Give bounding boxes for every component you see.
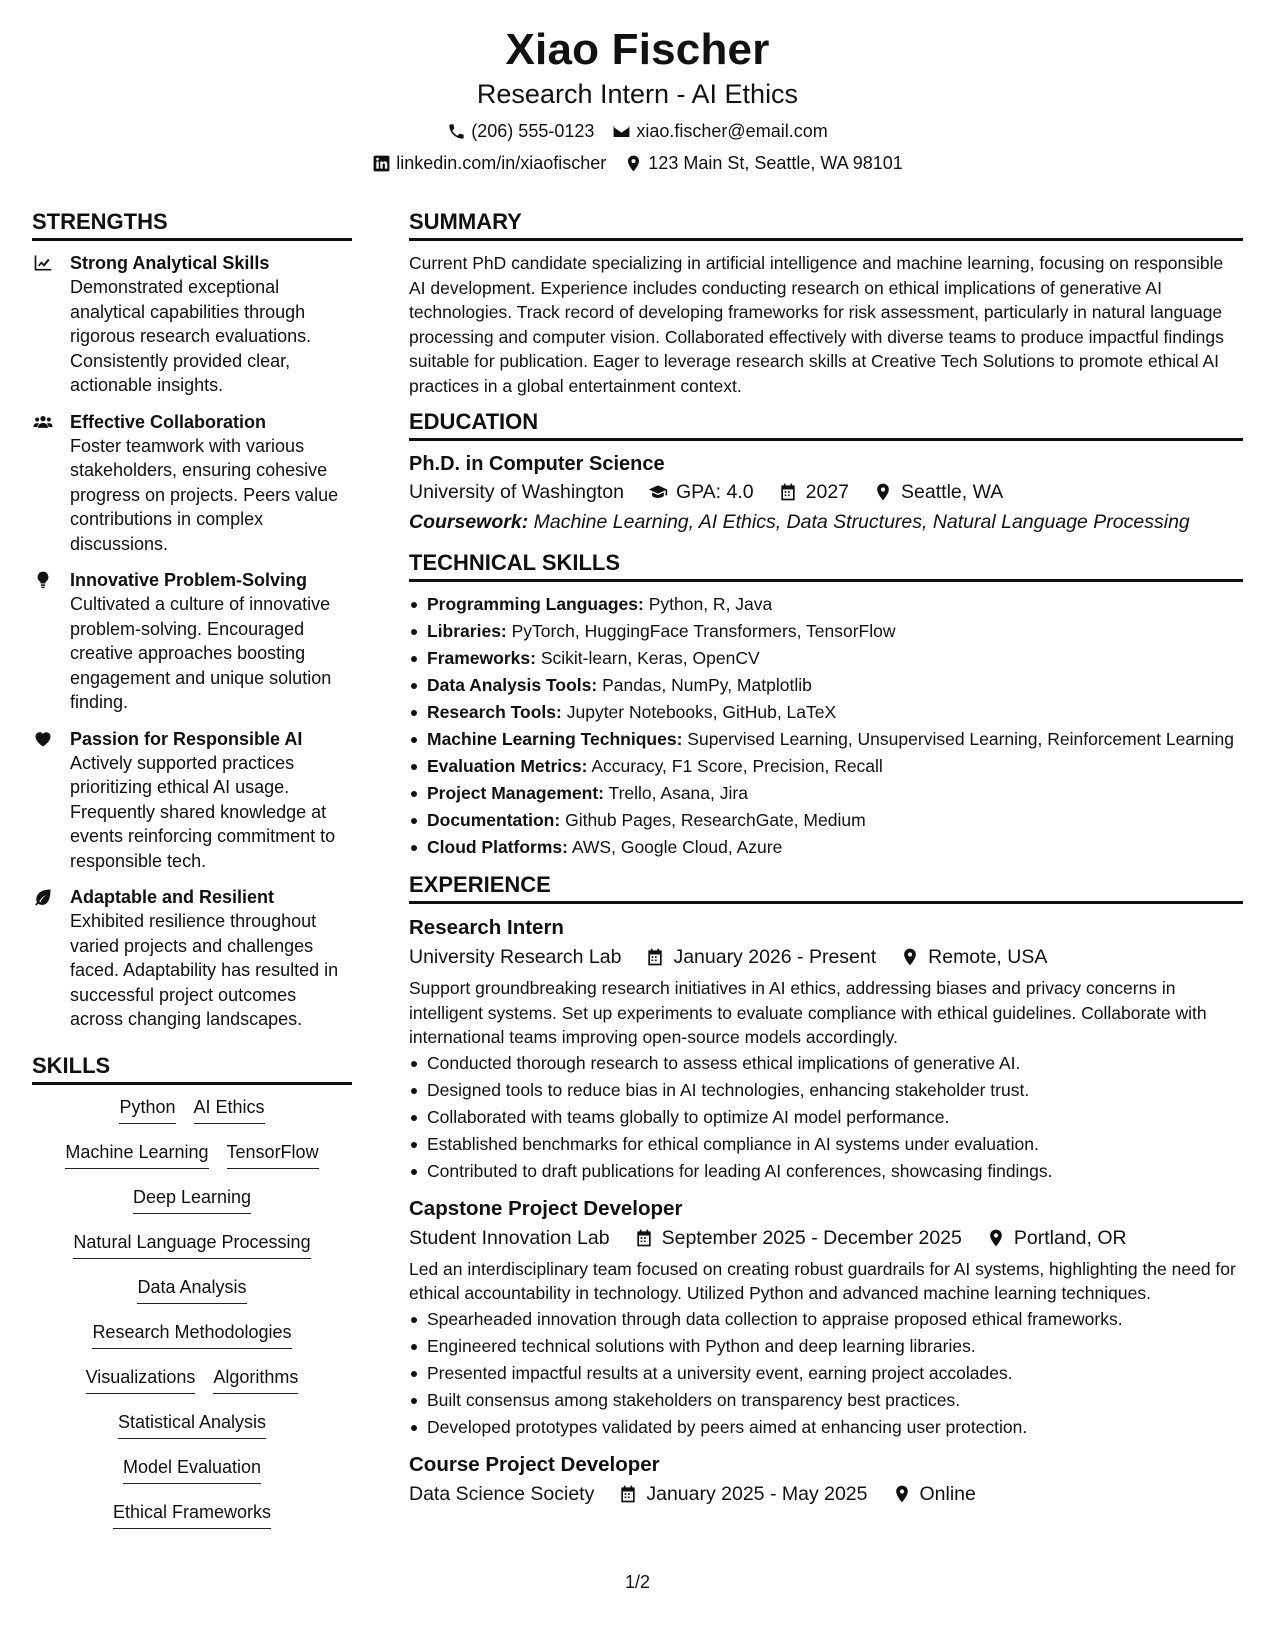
linkedin-text: linkedin.com/in/xiaofischer <box>396 153 607 173</box>
strength-item <box>32 568 352 715</box>
envelope-icon <box>612 122 631 141</box>
coursework-list: Machine Learning, AI Ethics, Data Structures, Natural Language Processing <box>533 511 1190 533</box>
phone-contact[interactable] <box>447 120 594 142</box>
strengths-heading: STRENGTHS <box>32 208 352 241</box>
tech-label: Documentation: <box>427 810 561 830</box>
skill-tag: Research Methodologies <box>92 1320 291 1349</box>
job-bullets <box>409 1306 1243 1441</box>
skill-row <box>32 1500 352 1545</box>
strength-item <box>32 410 352 557</box>
list-item <box>409 592 1243 616</box>
education-meta <box>409 477 1243 507</box>
list-item: Conducted thorough research to assess ethical implications of generative AI. <box>409 1050 1243 1077</box>
skill-tag: TensorFlow <box>227 1140 319 1169</box>
list-item <box>409 727 1243 751</box>
strength-desc: Demonstrated exceptional analytical capabilities through rigorous research evaluations. Consistently provided clear, actionable insights. <box>70 277 312 395</box>
tech-value: Trello, Asana, Jira <box>608 783 748 803</box>
chart-line-icon <box>32 253 54 273</box>
summary-text: Current PhD candidate specializing in artificial intelligence and machine learning, focusing on responsible AI development. Experience includes conducting research on ethical implications of generative AI technologies. Track record of developing frameworks for risk assessment, particularly in natural language processing and computer vision. Collaborated effectively with diverse teams to produce impactful findings suitable for publication. Eager to leverage research skills at Creative Tech Solutions to promote ethical AI practices in a global entertainment context. <box>409 253 1224 396</box>
job-location: Remote, USA <box>928 946 1048 968</box>
tech-label: Libraries: <box>427 621 507 641</box>
leaf-icon <box>32 887 54 907</box>
technical-skills-list <box>409 592 1243 859</box>
skill-tag: Ethical Frameworks <box>113 1500 271 1529</box>
skill-tag: Statistical Analysis <box>118 1410 266 1439</box>
list-item <box>409 781 1243 805</box>
list-item: Designed tools to reduce bias in AI technologies, enhancing stakeholder trust. <box>409 1077 1243 1104</box>
calendar-icon <box>645 947 665 967</box>
contact-row-1 <box>0 120 1275 142</box>
heart-icon <box>32 729 54 749</box>
coursework-label: Coursework: <box>409 511 529 533</box>
job-meta <box>409 942 1243 972</box>
list-item: Presented impactful results at a university event, earning project accolades. <box>409 1360 1243 1387</box>
list-item <box>409 835 1243 859</box>
tech-label: Machine Learning Techniques: <box>427 729 683 749</box>
candidate-name: Xiao Fischer <box>505 25 770 74</box>
strength-title: Innovative Problem-Solving <box>70 570 308 590</box>
list-item: Contributed to draft publications for leading AI conferences, showcasing findings. <box>409 1158 1243 1185</box>
job-meta <box>409 1223 1243 1253</box>
skill-row <box>32 1275 352 1320</box>
address-text: 123 Main St, Seattle, WA 98101 <box>648 153 903 173</box>
job-title: Course Project Developer <box>409 1452 660 1476</box>
tech-value: PyTorch, HuggingFace Transformers, TensorFlow <box>511 621 896 641</box>
job-org: University Research Lab <box>409 946 622 968</box>
skill-tag: Natural Language Processing <box>73 1230 310 1259</box>
list-item: Developed prototypes validated by peers aimed at enhancing user protection. <box>409 1414 1243 1441</box>
skill-tag: AI Ethics <box>194 1095 265 1124</box>
lightbulb-icon <box>32 570 54 590</box>
skill-tag: Data Analysis <box>137 1275 246 1304</box>
email-contact[interactable] <box>612 120 827 142</box>
tech-label: Programming Languages: <box>427 594 644 614</box>
list-item: Engineered technical solutions with Python and deep learning libraries. <box>409 1333 1243 1360</box>
map-pin-icon <box>873 482 893 502</box>
calendar-icon <box>634 1228 654 1248</box>
list-item <box>409 808 1243 832</box>
skill-row <box>32 1455 352 1500</box>
strength-title: Adaptable and Resilient <box>70 887 275 907</box>
list-item <box>409 754 1243 778</box>
list-item <box>409 673 1243 697</box>
strength-item <box>32 251 352 398</box>
tech-value: Scikit-learn, Keras, OpenCV <box>540 648 760 668</box>
job-location: Online <box>919 1482 976 1505</box>
skill-row <box>32 1365 352 1410</box>
skill-row <box>32 1185 352 1230</box>
list-item <box>409 646 1243 670</box>
job-org: Student Innovation Lab <box>409 1226 610 1249</box>
job-title: Capstone Project Developer <box>409 1196 683 1220</box>
contact-row-2 <box>0 152 1275 174</box>
tech-value: Jupyter Notebooks, GitHub, LaTeX <box>566 702 837 722</box>
page-number: 1/2 <box>625 1572 651 1592</box>
degree-title: Ph.D. in Computer Science <box>409 453 665 475</box>
map-pin-icon <box>986 1228 1006 1248</box>
tech-value: Accuracy, F1 Score, Precision, Recall <box>591 756 883 776</box>
phone-text: (206) 555-0123 <box>471 121 595 141</box>
job-entry <box>409 1195 1243 1441</box>
skills-list <box>32 1095 352 1545</box>
school-name: University of Washington <box>409 481 624 503</box>
job-dates: January 2025 - May 2025 <box>646 1482 868 1505</box>
tech-label: Evaluation Metrics: <box>427 756 588 776</box>
job-org: Data Science Society <box>409 1482 595 1505</box>
linkedin-contact[interactable] <box>372 152 606 174</box>
tech-label: Frameworks: <box>427 648 536 668</box>
job-meta <box>409 1479 1243 1509</box>
map-pin-icon <box>900 947 920 967</box>
technical-skills-heading: TECHNICAL SKILLS <box>409 549 1243 582</box>
skill-tag: Machine Learning <box>65 1140 208 1169</box>
skill-row <box>32 1140 352 1185</box>
graduation-cap-icon <box>648 482 668 502</box>
skills-heading: SKILLS <box>32 1052 352 1085</box>
job-dates: September 2025 - December 2025 <box>661 1226 962 1249</box>
job-description: Led an interdisciplinary team focused on creating robust guardrails for AI systems, highlighting the need for ethical accountability in technology. Utilized Python and advanced machine learning techniques. <box>409 1258 1236 1303</box>
job-bullets <box>409 1050 1243 1185</box>
education-location: Seattle, WA <box>901 481 1004 503</box>
skill-tag: Python <box>119 1095 175 1124</box>
job-entry <box>409 914 1243 1185</box>
experience-heading: EXPERIENCE <box>409 871 1243 904</box>
tech-label: Project Management: <box>427 783 604 803</box>
address-contact <box>624 152 903 174</box>
strength-desc: Actively supported practices prioritizing ethical AI usage. Frequently shared knowledge at events reinforcing commitment to responsible tech. <box>70 752 336 871</box>
strength-item <box>32 885 352 1032</box>
summary-heading: SUMMARY <box>409 208 1243 241</box>
calendar-icon <box>778 482 798 502</box>
left-column <box>32 208 352 1545</box>
strength-item <box>32 727 352 874</box>
list-item <box>409 700 1243 724</box>
email-text: xiao.fischer@email.com <box>636 121 828 141</box>
tech-label: Data Analysis Tools: <box>427 675 598 695</box>
list-item <box>409 619 1243 643</box>
education-heading: EDUCATION <box>409 408 1243 441</box>
skill-tag: Algorithms <box>213 1365 298 1394</box>
skill-row <box>32 1230 352 1275</box>
tech-label: Cloud Platforms: <box>427 837 568 857</box>
linkedin-icon <box>372 154 391 173</box>
tech-value: Pandas, NumPy, Matplotlib <box>602 675 812 695</box>
gpa-value: GPA: 4.0 <box>675 481 754 503</box>
resume-header <box>0 22 1275 174</box>
tech-value: AWS, Google Cloud, Azure <box>571 837 783 857</box>
strength-title: Strong Analytical Skills <box>70 253 270 273</box>
coursework <box>409 507 1243 537</box>
calendar-icon <box>618 1484 638 1504</box>
job-title: Research Intern <box>409 916 564 939</box>
tech-label: Research Tools: <box>427 702 562 722</box>
strength-title: Passion for Responsible AI <box>70 728 303 749</box>
job-description: Support groundbreaking research initiatives in AI ethics, addressing biases and privacy concerns in intelligent systems. Set up experiments to evaluate compliance with ethical guidelines. Collaborate with international teams improving open-source models accordingly. <box>409 978 1207 1047</box>
skill-row <box>32 1095 352 1140</box>
users-icon <box>32 412 54 432</box>
strength-title: Effective Collaboration <box>70 411 267 432</box>
map-pin-icon <box>624 154 643 173</box>
list-item: Collaborated with teams globally to optimize AI model performance. <box>409 1104 1243 1131</box>
list-item: Built consensus among stakeholders on transparency best practices. <box>409 1387 1243 1414</box>
phone-icon <box>447 122 466 141</box>
skill-row <box>32 1320 352 1365</box>
list-item: Spearheaded innovation through data collection to appraise proposed ethical frameworks. <box>409 1306 1243 1333</box>
strength-desc: Exhibited resilience throughout varied projects and challenges faced. Adaptability has resulted in successful project outcomes across changing landscapes. <box>70 911 339 1029</box>
tech-value: Github Pages, ResearchGate, Medium <box>565 810 866 830</box>
skill-tag: Visualizations <box>86 1365 196 1394</box>
skill-row <box>32 1410 352 1455</box>
tech-value: Python, R, Java <box>648 594 773 614</box>
job-dates: January 2026 - Present <box>673 946 877 968</box>
right-column <box>409 208 1243 1519</box>
strength-desc: Foster teamwork with various stakeholders, ensuring cohesive progress on projects. Peers value contributions in complex discussions. <box>70 435 339 554</box>
job-entry <box>409 1451 1243 1509</box>
graduation-year: 2027 <box>805 481 850 503</box>
job-location: Portland, OR <box>1013 1226 1127 1249</box>
map-pin-icon <box>892 1484 912 1504</box>
skill-tag: Model Evaluation <box>123 1455 261 1484</box>
tech-value: Supervised Learning, Unsupervised Learning, Reinforcement Learning <box>687 729 1235 749</box>
strength-desc: Cultivated a culture of innovative problem-solving. Encouraged creative approaches boosting engagement and unique solution finding. <box>70 594 332 712</box>
candidate-role: Research Intern - AI Ethics <box>476 79 799 109</box>
skill-tag: Deep Learning <box>133 1185 251 1214</box>
list-item: Established benchmarks for ethical compliance in AI systems under evaluation. <box>409 1131 1243 1158</box>
